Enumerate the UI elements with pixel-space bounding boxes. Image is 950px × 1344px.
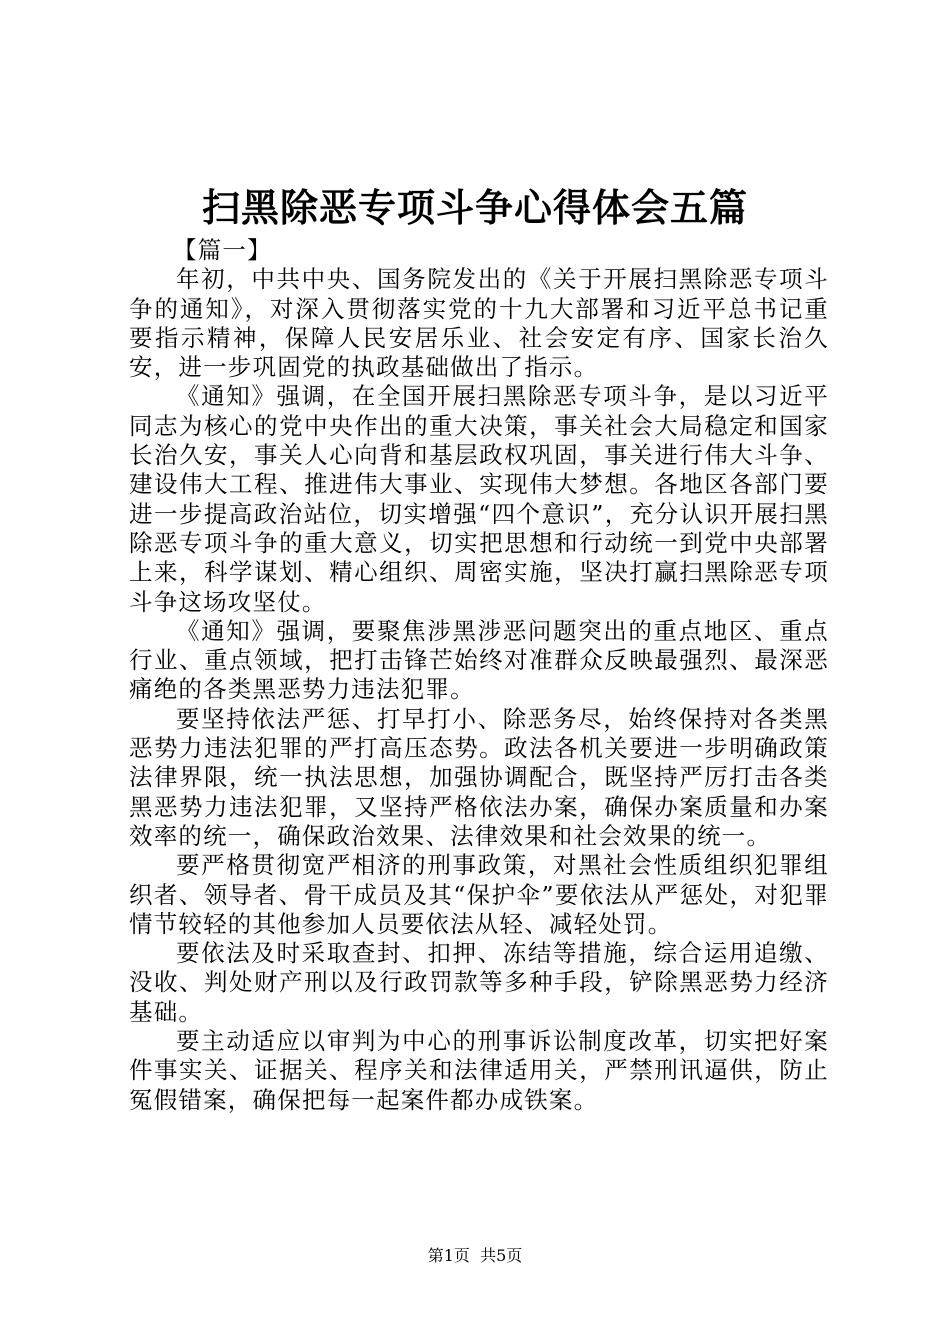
paragraph-5: 要严格贯彻宽严相济的刑事政策，对黑社会性质组织犯罪组织者、领导者、骨干成员及其“保护伞”要依法从严惩处，对犯罪情节较轻的其他参加人员要依法从轻、减轻处罚。 xyxy=(129,851,829,938)
paragraph-4: 要坚持依法严惩、打早打小、除恶务尽，始终保持对各类黑恶势力违法犯罪的严打高压态势。政法各机关要进一步明确政策法律界限，统一执法思想，加强协调配合，既坚持严厉打击各类黑恶势力违法犯罪，又坚持严格依法办案，确保办案质量和办案效率的统一，确保政治效果、法律效果和社会效果的统一。 xyxy=(129,704,829,850)
document-body xyxy=(129,236,829,1115)
page-indicator: 第1页 共5页 xyxy=(427,1246,523,1265)
paragraph-6: 要依法及时采取查封、扣押、冻结等措施，综合运用追缴、没收、判处财产刑以及行政罚款等多种手段，铲除黑恶势力经济基础。 xyxy=(129,939,829,1026)
paragraph-3: 《通知》强调，要聚焦涉黑涉恶问题突出的重点地区、重点行业、重点领域，把打击锋芒始终对准群众反映最强烈、最深恶痛绝的各类黑恶势力违法犯罪。 xyxy=(129,616,829,704)
document-title: 扫黑除恶专项斗争心得体会五篇 xyxy=(201,186,748,230)
page-footer xyxy=(0,1245,950,1267)
paragraph-1: 年初，中共中央、国务院发出的《关于开展扫黑除恶专项斗争的通知》，对深入贯彻落实党的十九大部署和习近平总书记重要指示精神，保障人民安居乐业、社会安定有序、国家长治久安，进一步巩固党的执政基础做出了指示。 xyxy=(129,265,829,382)
paragraph-7: 要主动适应以审判为中心的刑事诉讼制度改革，切实把好案件事实关、证据关、程序关和法律适用关，严禁刑讯逼供，防止冤假错案，确保把每一起案件都办成铁案。 xyxy=(129,1027,829,1114)
paragraph-2: 《通知》强调，在全国开展扫黑除恶专项斗争，是以习近平同志为核心的党中央作出的重大决策，事关社会大局稳定和国家长治久安，事关人心向背和基层政权巩固，事关进行伟大斗争、建设伟大工程、推进伟大事业、实现伟大梦想。各地区各部门要进一步提高政治站位，切实增强“四个意识”，充分认识开展扫黑除恶专项斗争的重大意义，切实把思想和行动统一到党中央部署上来，科学谋划、精心组织、周密实施，坚决打赢扫黑除恶专项斗争这场攻坚仗。 xyxy=(129,382,829,616)
section-heading: 【篇一】 xyxy=(173,236,272,264)
